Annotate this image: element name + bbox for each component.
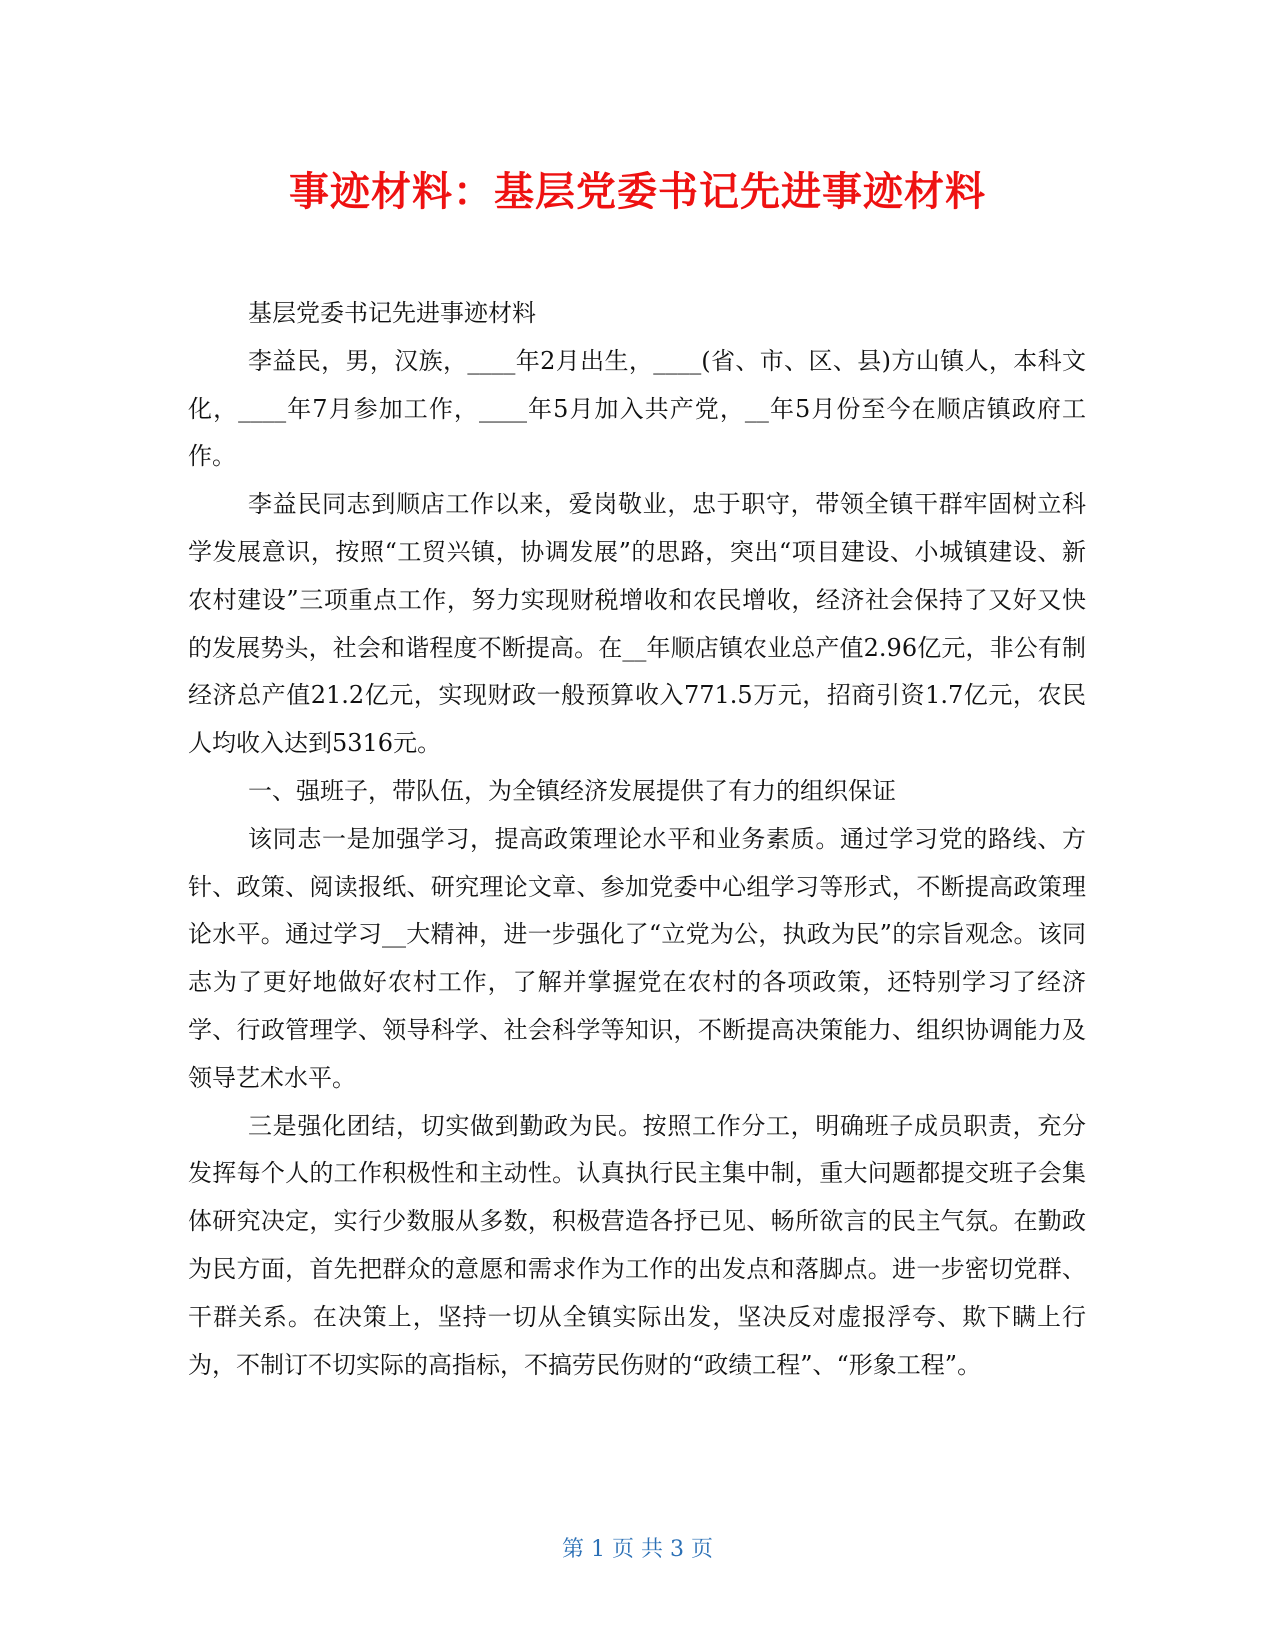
document-title: 事迹材料：基层党委书记先进事迹材料 [289, 169, 986, 215]
section-heading-1: 一、强班子，带队伍，为全镇经济发展提供了有力的组织保证 [248, 776, 896, 805]
page-number-footer: 第 1 页 共 3 页 [562, 1537, 713, 1562]
paragraph-unity: 三是强化团结，切实做到勤政为民。按照工作分工，明确班子成员职责，充分发挥每个人的工作积极性和主动性。认真执行民主集中制，重大问题都提交班子会集体研究决定，实行少数服从多数，积极营造各抒已见、畅所欲言的民主气氛。在勤政为民方面，首先把群众的意愿和需求作为工作的出发点和落脚点。进一步密切党群、干群关系。在决策上，坚持一切从全镇实际出发，坚决反对虚报浮夸、欺下瞒上行为，不制订不切实际的高指标，不搞劳民伤财的“政绩工程”、“形象工程”。 [188, 1111, 1086, 1379]
paragraph-personal-info: 李益民，男，汉族，____年2月出生，____(省、市、区、县)方山镇人，本科文化，____年7月参加工作，____年5月加入共产党，__年5月份至今在顺店镇政府工作。 [188, 346, 1086, 471]
document-body [188, 290, 1086, 1389]
paragraph-study: 该同志一是加强学习，提高政策理论水平和业务素质。通过学习党的路线、方针、政策、阅读报纸、研究理论文章、参加党委中心组学习等形式，不断提高政策理论水平。通过学习__大精神，进一步强化了“立党为公，执政为民”的宗旨观念。该同志为了更好地做好农村工作，了解并掌握党在农村的各项政策，还特别学习了经济学、行政管理学、领导科学、社会科学等知识，不断提高决策能力、组织协调能力及领导艺术水平。 [188, 824, 1086, 1092]
paragraph-achievements: 李益民同志到顺店工作以来，爱岗敬业，忠于职守，带领全镇干群牢固树立科学发展意识，按照“工贸兴镇，协调发展”的思路，突出“项目建设、小城镇建设、新农村建设”三项重点工作，努力实现财税增收和农民增收，经济社会保持了又好又快的发展势头，社会和谐程度不断提高。在__年顺店镇农业总产值2.96亿元，非公有制经济总产值21.2亿元，实现财政一般预算收入771.5万元，招商引资1.7亿元，农民人均收入达到5316元。 [188, 490, 1086, 758]
paragraph-subtitle: 基层党委书记先进事迹材料 [248, 299, 536, 327]
